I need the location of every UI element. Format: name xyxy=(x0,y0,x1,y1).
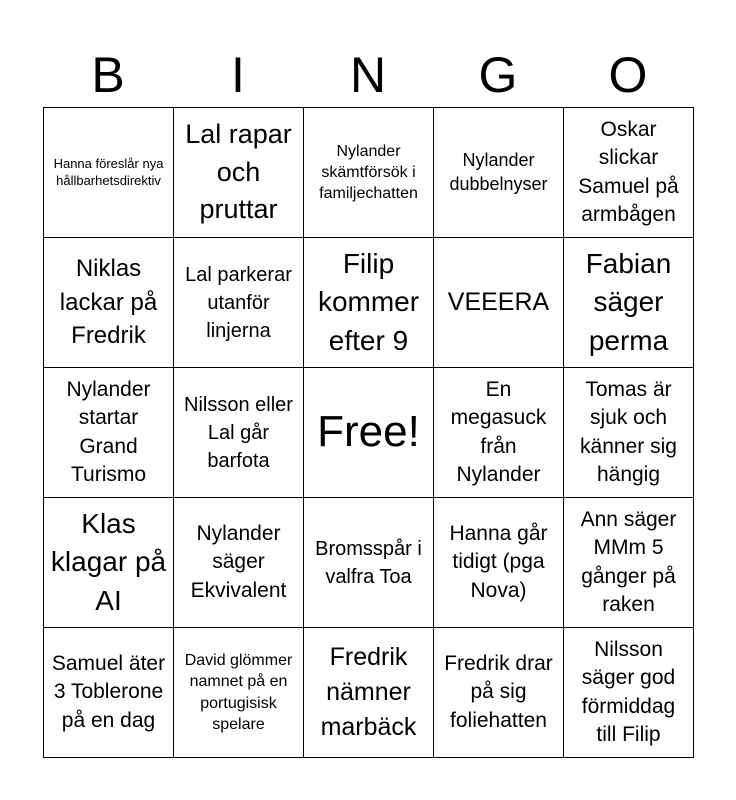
bingo-cell: Ann säger MMm 5 gånger på raken xyxy=(564,498,694,628)
bingo-cell: Bromsspår i valfra Toa xyxy=(304,498,434,628)
bingo-cell: Nylander startar Grand Turismo xyxy=(44,368,174,498)
bingo-cell: Oskar slickar Samuel på armbågen xyxy=(564,108,694,238)
bingo-cell: Lal parkerar utanför linjerna xyxy=(174,238,304,368)
header-letter-b: B xyxy=(91,47,125,103)
bingo-cell: Samuel äter 3 Toblerone på en dag xyxy=(44,628,174,758)
header-letter-o: O xyxy=(608,47,648,103)
bingo-header xyxy=(43,42,693,108)
bingo-cell: Tomas är sjuk och känner sig hängig xyxy=(564,368,694,498)
bingo-cell: Niklas lackar på Fredrik xyxy=(44,238,174,368)
bingo-cell: Klas klagar på AI xyxy=(44,498,174,628)
bingo-cell: Nilsson säger god förmiddag till Filip xyxy=(564,628,694,758)
free-space: Free! xyxy=(304,368,434,498)
bingo-cell: Hanna föreslår nya hållbarhetsdirektiv xyxy=(44,108,174,238)
bingo-card xyxy=(43,107,694,758)
bingo-cell: Filip kommer efter 9 xyxy=(304,238,434,368)
bingo-cell: Nylander dubbelnyser xyxy=(434,108,564,238)
header-letter-i: I xyxy=(231,47,245,103)
bingo-cell: Fabian säger perma xyxy=(564,238,694,368)
bingo-cell: Fredrik nämner marbäck xyxy=(304,628,434,758)
bingo-cell: Nylander skämtförsök i familjechatten xyxy=(304,108,434,238)
bingo-cell: VEEERA xyxy=(434,238,564,368)
bingo-cell: En megasuck från Nylander xyxy=(434,368,564,498)
bingo-cell: Lal rapar och pruttar xyxy=(174,108,304,238)
bingo-cell: Nylander säger Ekvivalent xyxy=(174,498,304,628)
bingo-cell: Hanna går tidigt (pga Nova) xyxy=(434,498,564,628)
bingo-cell: Nilsson eller Lal går barfota xyxy=(174,368,304,498)
header-letter-n: N xyxy=(349,47,387,103)
bingo-cell: Fredrik drar på sig foliehatten xyxy=(434,628,564,758)
header-letter-g: G xyxy=(478,47,518,103)
bingo-cell: David glömmer namnet på en portugisisk spelare xyxy=(174,628,304,758)
